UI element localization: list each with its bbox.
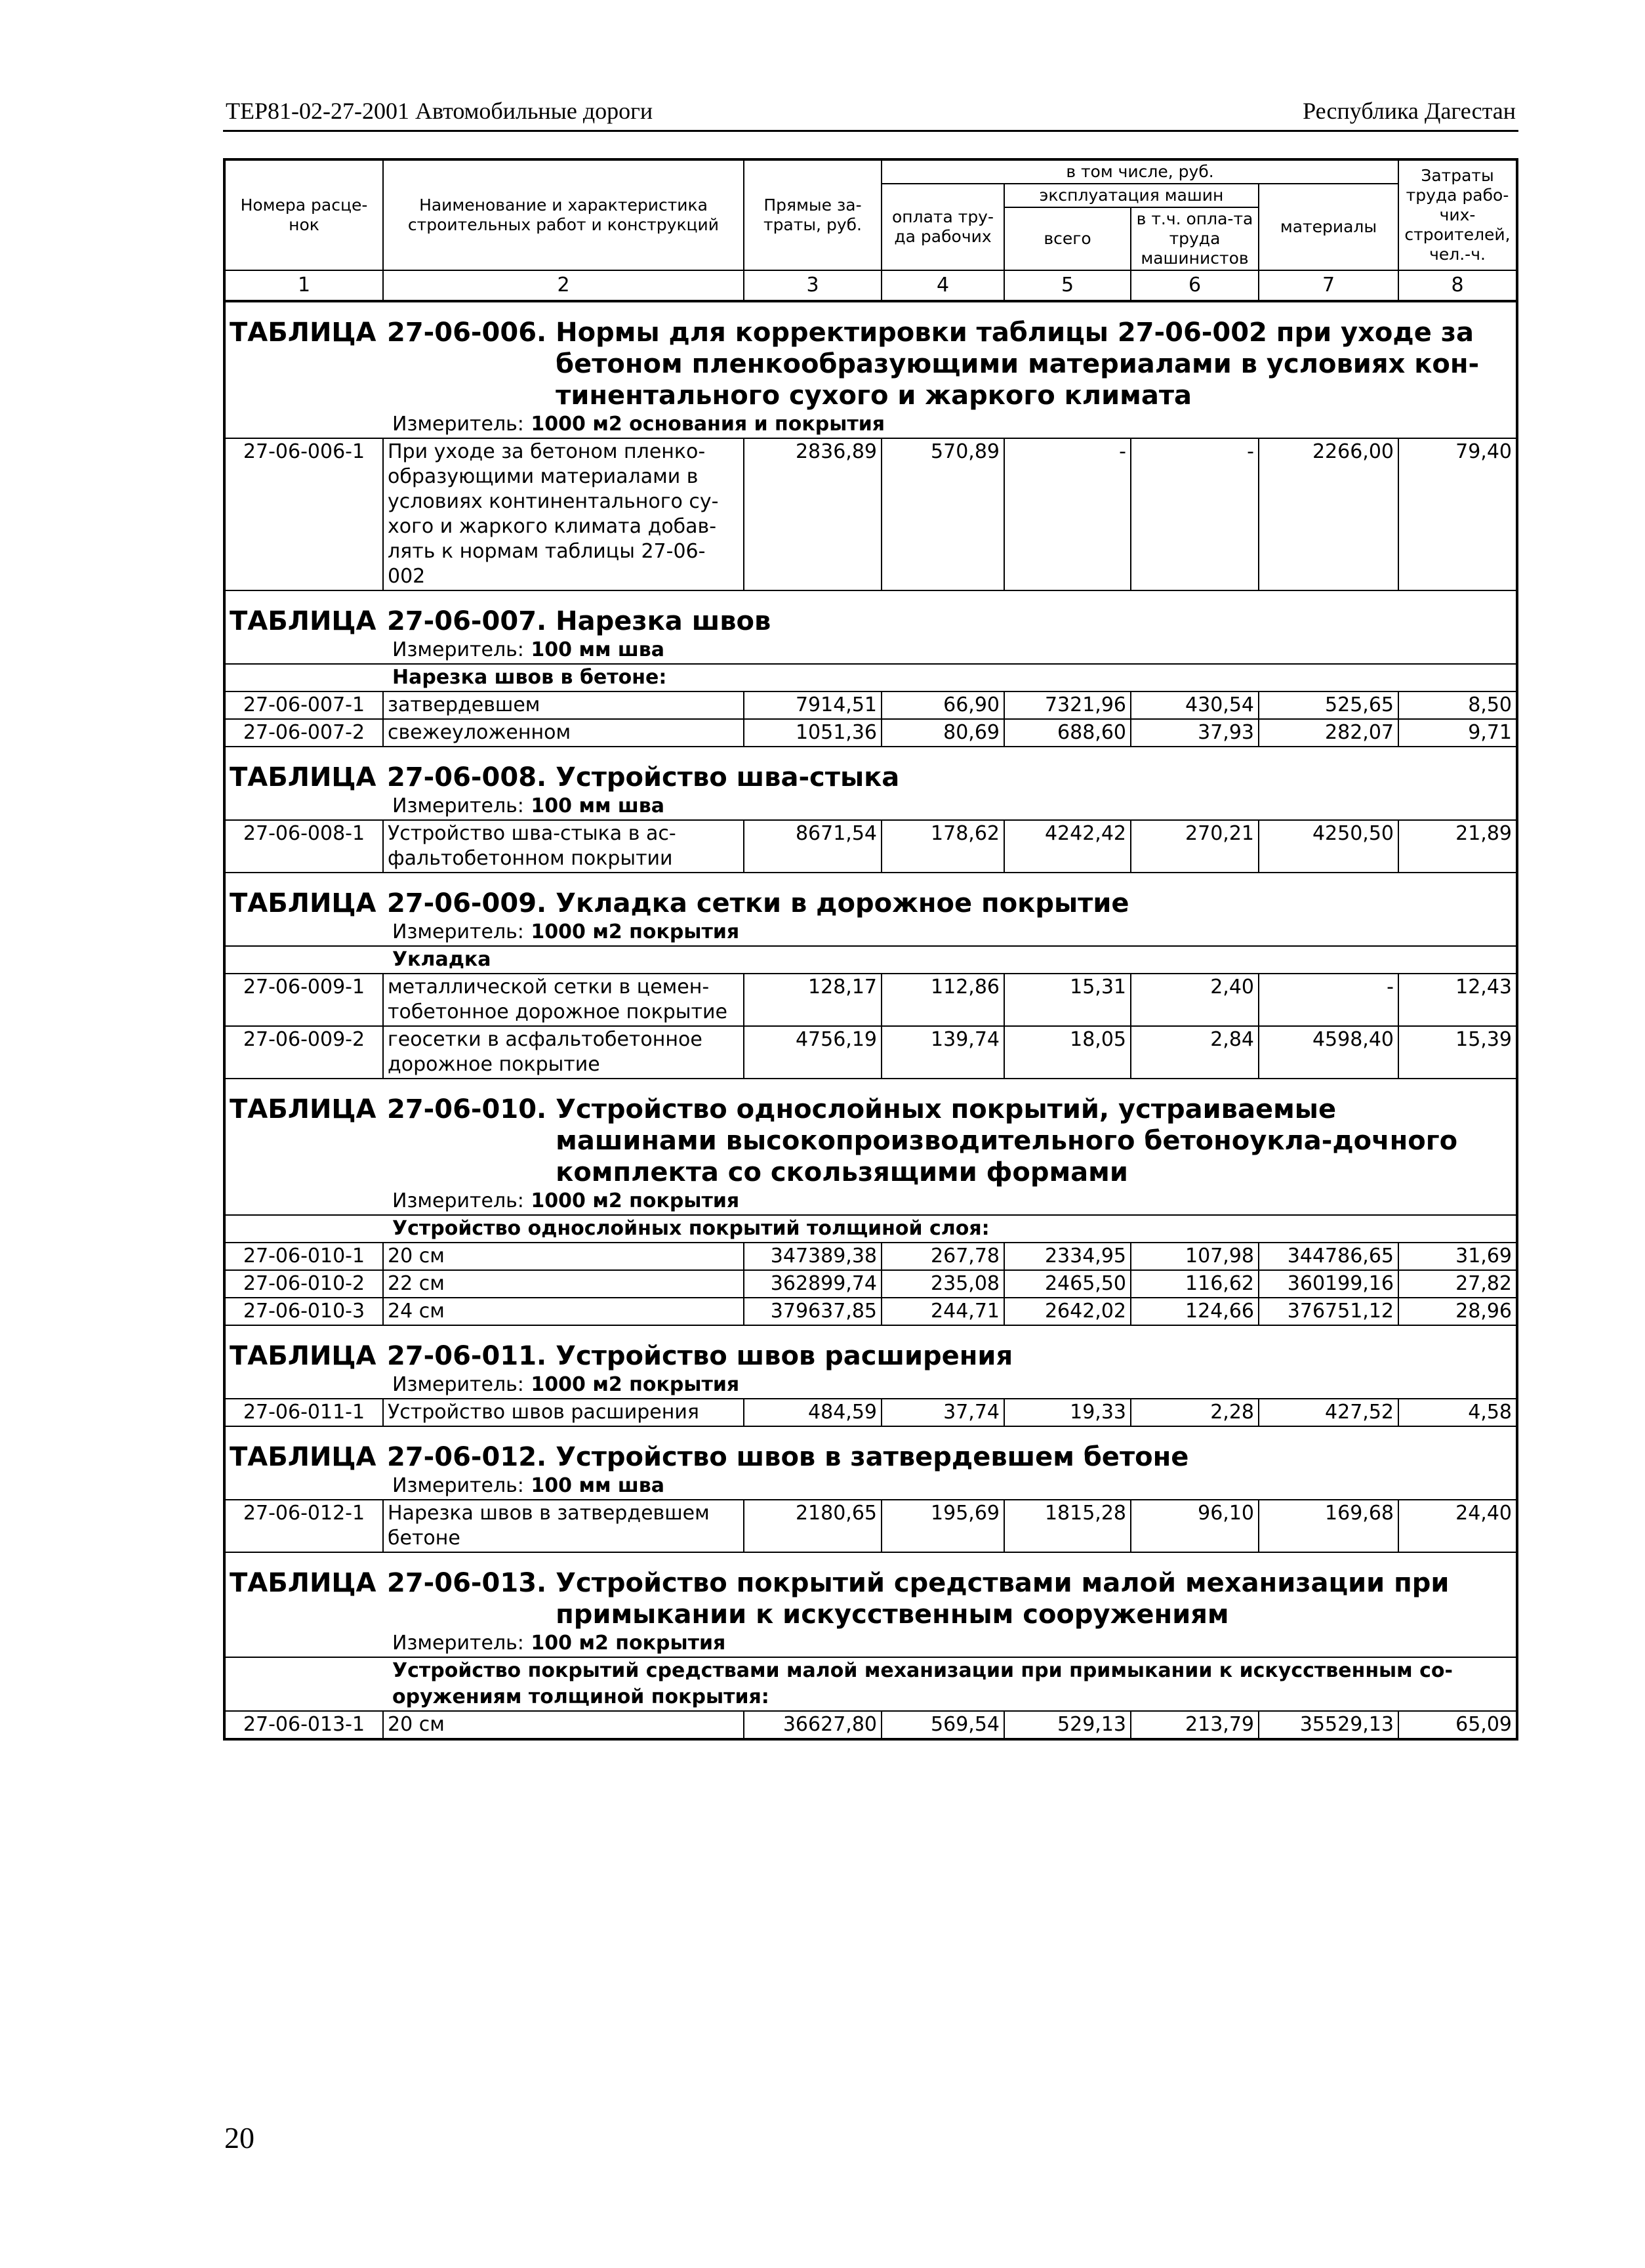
work-description: 20 см [383, 1243, 744, 1270]
table-row [226, 1026, 1516, 1079]
col-header-materials: материалы [1259, 184, 1398, 270]
col-header-code: Номера расце-нок [226, 159, 383, 270]
cell-machine-labor: 124,66 [1131, 1298, 1259, 1325]
rate-table-section [226, 1553, 1516, 1738]
rate-rows [226, 1710, 1516, 1738]
cell-labor-pay: 569,54 [882, 1711, 1004, 1738]
cell-materials: 344786,65 [1259, 1243, 1398, 1270]
table-number: 27-06-006. [387, 318, 547, 348]
col-header-machine-labor: в т.ч. опла-та труда машинистов [1131, 207, 1259, 270]
table-measure [226, 793, 1516, 819]
table-name: Нарезка швов [556, 606, 771, 636]
table-title [226, 888, 1516, 919]
table-row [226, 1399, 1516, 1426]
rate-rows [226, 438, 1516, 591]
table-number: 27-06-010. [387, 1094, 547, 1124]
running-header-title: ТЕР81-02-27-2001 Автомобильные дороги [226, 98, 653, 124]
rate-rows [226, 1398, 1516, 1427]
cell-direct: 484,59 [744, 1399, 882, 1426]
table-measure [226, 1630, 1516, 1657]
table-name: Устройство шва-стыка [556, 762, 900, 793]
cell-materials: 4250,50 [1259, 820, 1398, 873]
table-row [226, 820, 1516, 873]
table-measure [226, 411, 1516, 438]
cell-materials: 525,65 [1259, 691, 1398, 719]
col-number: 3 [744, 270, 882, 301]
cell-materials: 4598,40 [1259, 1026, 1398, 1079]
running-header [223, 92, 1518, 132]
table-label: ТАБЛИЦА [230, 888, 376, 918]
table-number: 27-06-009. [387, 888, 547, 918]
measure-label: Измеритель: [392, 920, 524, 943]
cell-materials: 360199,16 [1259, 1270, 1398, 1298]
cell-machine-total: 19,33 [1004, 1399, 1131, 1426]
measure-unit: 1000 м2 покрытия [531, 920, 740, 943]
cell-materials: 35529,13 [1259, 1711, 1398, 1738]
col-number: 7 [1259, 270, 1398, 301]
rate-table-section [226, 1326, 1516, 1427]
table-number: 27-06-011. [387, 1341, 547, 1371]
rate-rows [226, 691, 1516, 747]
measure-unit: 100 мм шва [531, 794, 665, 817]
cell-direct: 4756,19 [744, 1026, 882, 1079]
table-label: ТАБЛИЦА [230, 1341, 376, 1371]
col-number: 2 [383, 270, 744, 301]
cell-labor-pay: 139,74 [882, 1026, 1004, 1079]
col-header-machine-total: всего [1004, 207, 1131, 270]
cell-direct: 379637,85 [744, 1298, 882, 1325]
cell-labor-cost: 31,69 [1398, 1243, 1516, 1270]
cell-machine-labor: 2,84 [1131, 1026, 1259, 1079]
table-name: Устройство однослойных покрытий, устраиваемые машинами высокопроизводительного бетоноукла-дочного комплекта со скользящими формами [556, 1094, 1458, 1187]
cell-machine-total: 2334,95 [1004, 1243, 1131, 1270]
cell-machine-labor: - [1131, 438, 1259, 590]
rate-table-section [226, 591, 1516, 747]
table-title [226, 317, 1516, 411]
cell-labor-cost: 28,96 [1398, 1298, 1516, 1325]
table-title [226, 1567, 1516, 1630]
cell-machine-total: 15,31 [1004, 974, 1131, 1026]
table-name: Устройство швов расширения [556, 1341, 1013, 1371]
cell-labor-pay: 80,69 [882, 719, 1004, 747]
cell-direct: 1051,36 [744, 719, 882, 747]
cell-machine-labor: 2,40 [1131, 974, 1259, 1026]
measure-label: Измеритель: [392, 1373, 524, 1396]
table-title [226, 1094, 1516, 1188]
table-subheading: Укладка [226, 945, 1516, 973]
cell-labor-cost: 12,43 [1398, 974, 1516, 1026]
rate-rows [226, 819, 1516, 873]
measure-label: Измеритель: [392, 638, 524, 661]
col-header-direct: Прямые за-траты, руб. [744, 159, 882, 270]
cell-labor-pay: 195,69 [882, 1500, 1004, 1552]
document-page [223, 92, 1518, 1741]
table-row [226, 438, 1516, 590]
table-subheading: Устройство покрытий средствами малой механизации при примыкании к искусственным со-оружениям толщиной покрытия: [226, 1657, 1516, 1710]
cell-labor-cost: 4,58 [1398, 1399, 1516, 1426]
table-label: ТАБЛИЦА [230, 318, 376, 348]
work-description: металлической сетки в цемен-тобетонное дорожное покрытие [383, 974, 744, 1026]
cell-materials: 2266,00 [1259, 438, 1398, 590]
cell-labor-pay: 178,62 [882, 820, 1004, 873]
work-description: геосетки в асфальтобетонное дорожное покрытие [383, 1026, 744, 1079]
table-number: 27-06-007. [387, 606, 547, 636]
measure-unit: 1000 м2 покрытия [531, 1189, 740, 1212]
work-description: 24 см [383, 1298, 744, 1325]
table-number: 27-06-008. [387, 762, 547, 793]
cell-direct: 128,17 [744, 974, 882, 1026]
table-name: Нормы для корректировки таблицы 27-06-002 при уходе за бетоном пленкообразующими материалами в условиях кон-тинентального сухого и жаркого климата [556, 318, 1480, 411]
measure-label: Измеритель: [392, 413, 524, 436]
rate-rows [226, 1499, 1516, 1553]
rates-sheet [223, 158, 1518, 1741]
cell-labor-pay: 244,71 [882, 1298, 1004, 1325]
work-description: Нарезка швов в затвердевшем бетоне [383, 1500, 744, 1552]
table-row [226, 719, 1516, 747]
cell-labor-pay: 235,08 [882, 1270, 1004, 1298]
cell-machine-labor: 213,79 [1131, 1711, 1259, 1738]
cell-materials: 427,52 [1259, 1399, 1398, 1426]
cell-machine-total: 18,05 [1004, 1026, 1131, 1079]
cell-labor-pay: 112,86 [882, 974, 1004, 1026]
col-header-labor-cost: Затраты труда рабо-чих-строителей, чел.-ч. [1398, 159, 1516, 270]
cell-machine-labor: 2,28 [1131, 1399, 1259, 1426]
col-number: 4 [882, 270, 1004, 301]
table-label: ТАБЛИЦА [230, 606, 376, 636]
measure-unit: 1000 м2 основания и покрытия [531, 413, 885, 436]
cell-machine-labor: 270,21 [1131, 820, 1259, 873]
rate-rows [226, 973, 1516, 1079]
cell-machine-total: 2642,02 [1004, 1298, 1131, 1325]
table-label: ТАБЛИЦА [230, 1442, 376, 1472]
work-description: затвердевшем [383, 691, 744, 719]
table-row [226, 691, 1516, 719]
rate-table-section [226, 873, 1516, 1079]
cell-machine-total: 1815,28 [1004, 1500, 1131, 1552]
rate-tables [226, 302, 1516, 1738]
col-header-name: Наименование и характеристика строительных работ и конструкций [383, 159, 744, 270]
table-title [226, 762, 1516, 793]
col-number: 5 [1004, 270, 1131, 301]
cell-labor-cost: 8,50 [1398, 691, 1516, 719]
column-header-table [226, 158, 1516, 302]
cell-labor-pay: 37,74 [882, 1399, 1004, 1426]
table-label: ТАБЛИЦА [230, 1094, 376, 1124]
table-label: ТАБЛИЦА [230, 1568, 376, 1598]
table-row [226, 974, 1516, 1026]
cell-machine-labor: 107,98 [1131, 1243, 1259, 1270]
rate-code: 27-06-010-2 [226, 1270, 383, 1298]
rate-table-section [226, 1079, 1516, 1326]
col-number: 6 [1131, 270, 1259, 301]
cell-direct: 7914,51 [744, 691, 882, 719]
table-name: Укладка сетки в дорожное покрытие [556, 888, 1129, 918]
cell-machine-labor: 37,93 [1131, 719, 1259, 747]
measure-label: Измеритель: [392, 794, 524, 817]
cell-materials: 282,07 [1259, 719, 1398, 747]
measure-unit: 100 мм шва [531, 1474, 665, 1497]
cell-labor-cost: 21,89 [1398, 820, 1516, 873]
cell-materials: 376751,12 [1259, 1298, 1398, 1325]
cell-machine-total: 7321,96 [1004, 691, 1131, 719]
table-subheading: Нарезка швов в бетоне: [226, 663, 1516, 691]
cell-machine-labor: 96,10 [1131, 1500, 1259, 1552]
rate-table-section [226, 302, 1516, 591]
table-measure [226, 1372, 1516, 1398]
rate-code: 27-06-011-1 [226, 1399, 383, 1426]
col-header-labor-pay: оплата тру-да рабочих [882, 184, 1004, 270]
col-number: 1 [226, 270, 383, 301]
rate-code: 27-06-009-2 [226, 1026, 383, 1079]
page-number: 20 [224, 2121, 254, 2155]
rate-code: 27-06-007-1 [226, 691, 383, 719]
table-row [226, 1243, 1516, 1270]
table-measure [226, 1473, 1516, 1499]
cell-labor-cost: 65,09 [1398, 1711, 1516, 1738]
cell-direct: 36627,80 [744, 1711, 882, 1738]
measure-label: Измеритель: [392, 1474, 524, 1497]
rate-code: 27-06-007-2 [226, 719, 383, 747]
table-number: 27-06-012. [387, 1442, 547, 1472]
table-row [226, 1298, 1516, 1325]
table-measure [226, 1188, 1516, 1214]
cell-direct: 347389,38 [744, 1243, 882, 1270]
cell-direct: 362899,74 [744, 1270, 882, 1298]
rate-code: 27-06-012-1 [226, 1500, 383, 1552]
rate-code: 27-06-010-1 [226, 1243, 383, 1270]
measure-unit: 100 мм шва [531, 638, 665, 661]
cell-direct: 8671,54 [744, 820, 882, 873]
cell-materials: 169,68 [1259, 1500, 1398, 1552]
cell-machine-total: 688,60 [1004, 719, 1131, 747]
table-title [226, 1340, 1516, 1372]
cell-machine-total: - [1004, 438, 1131, 590]
cell-labor-cost: 24,40 [1398, 1500, 1516, 1552]
rate-code: 27-06-013-1 [226, 1711, 383, 1738]
work-description: 22 см [383, 1270, 744, 1298]
cell-machine-total: 4242,42 [1004, 820, 1131, 873]
cell-labor-cost: 27,82 [1398, 1270, 1516, 1298]
work-description: Устройство швов расширения [383, 1399, 744, 1426]
measure-label: Измеритель: [392, 1632, 524, 1655]
cell-direct: 2836,89 [744, 438, 882, 590]
cell-labor-pay: 267,78 [882, 1243, 1004, 1270]
cell-labor-pay: 66,90 [882, 691, 1004, 719]
rate-code: 27-06-009-1 [226, 974, 383, 1026]
rate-table-section [226, 1427, 1516, 1553]
cell-labor-cost: 79,40 [1398, 438, 1516, 590]
cell-machine-labor: 116,62 [1131, 1270, 1259, 1298]
rate-code: 27-06-010-3 [226, 1298, 383, 1325]
cell-direct: 2180,65 [744, 1500, 882, 1552]
running-header-region: Республика Дагестан [1303, 98, 1516, 124]
work-description: 20 см [383, 1711, 744, 1738]
cell-machine-total: 2465,50 [1004, 1270, 1131, 1298]
measure-unit: 1000 м2 покрытия [531, 1373, 740, 1396]
work-description: При уходе за бетоном пленко-образующими материалами в условиях континентального су-хого и жаркого климата добав-лять к нормам таблицы 27-06-002 [383, 438, 744, 590]
cell-labor-pay: 570,89 [882, 438, 1004, 590]
rate-code: 27-06-006-1 [226, 438, 383, 590]
table-label: ТАБЛИЦА [230, 762, 376, 793]
cell-machine-total: 529,13 [1004, 1711, 1131, 1738]
cell-labor-cost: 15,39 [1398, 1026, 1516, 1079]
table-row [226, 1500, 1516, 1552]
table-measure [226, 637, 1516, 663]
rate-table-section [226, 747, 1516, 873]
table-name: Устройство швов в затвердевшем бетоне [556, 1442, 1189, 1472]
table-row [226, 1711, 1516, 1738]
rate-code: 27-06-008-1 [226, 820, 383, 873]
col-header-machine-group: эксплуатация машин [1004, 184, 1259, 207]
table-name: Устройство покрытий средствами малой механизации при примыкании к искусственным сооружениям [556, 1568, 1450, 1630]
work-description: Устройство шва-стыка в ас-фальтобетонном покрытии [383, 820, 744, 873]
cell-machine-labor: 430,54 [1131, 691, 1259, 719]
col-header-incl-group: в том числе, руб. [882, 159, 1398, 184]
measure-unit: 100 м2 покрытия [531, 1632, 726, 1655]
table-subheading: Устройство однослойных покрытий толщиной слоя: [226, 1214, 1516, 1242]
table-number: 27-06-013. [387, 1568, 547, 1598]
table-title [226, 606, 1516, 637]
measure-label: Измеритель: [392, 1189, 524, 1212]
rate-rows [226, 1242, 1516, 1326]
cell-materials: - [1259, 974, 1398, 1026]
table-measure [226, 919, 1516, 945]
table-title [226, 1441, 1516, 1473]
cell-labor-cost: 9,71 [1398, 719, 1516, 747]
table-row [226, 1270, 1516, 1298]
work-description: свежеуложенном [383, 719, 744, 747]
col-number: 8 [1398, 270, 1516, 301]
